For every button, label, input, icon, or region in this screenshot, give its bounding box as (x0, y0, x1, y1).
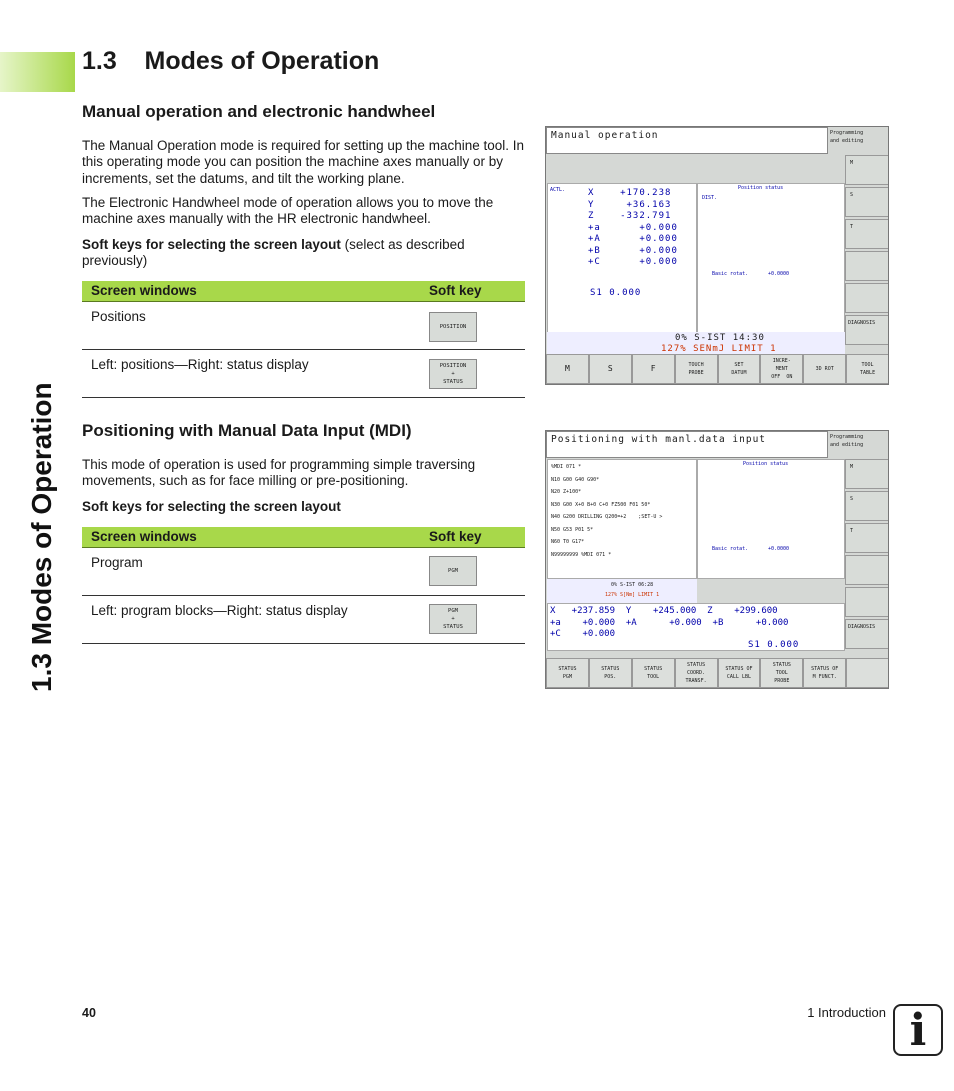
softkey-blank[interactable] (845, 587, 889, 617)
section-title-mdi: Positioning with Manual Data Input (MDI) (82, 421, 412, 440)
softkey-3d-rot[interactable]: 3D ROT (803, 354, 846, 384)
softkey-m[interactable]: M (845, 459, 889, 489)
axis-readout: +C +0.000 (588, 257, 678, 267)
paragraph: This mode of operation is used for programming simple traversing movements, such as for face milling or pre-positioning. (82, 457, 476, 489)
softkey-s[interactable]: S (845, 187, 889, 217)
table-cell: Positions (82, 301, 420, 349)
softkey-table (82, 281, 525, 398)
basic-rotation-value: +0.0000 (768, 271, 790, 277)
softkey-t[interactable]: T (845, 523, 889, 553)
softkey-status-tool[interactable]: STATUS TOOL (632, 658, 675, 688)
softkey-status-tool-probe[interactable]: STATUS TOOL PROBE (760, 658, 803, 688)
axis-readout: X +237.859 Y +245.000 Z +299.600 (550, 606, 778, 616)
side-tab: 1.3 Modes of Operation (26, 382, 57, 692)
softkey-f[interactable]: F (632, 354, 675, 384)
table-cell: Program (82, 547, 420, 595)
softkey-image: POSITION + STATUS (429, 359, 477, 389)
screenshot-manual-operation (545, 126, 889, 385)
softkey-diagnosis[interactable]: DIAGNOSIS (845, 315, 889, 345)
feed-bar (547, 579, 697, 603)
program-line: N30 G00 X+0 B+0 C+0 FZ500 F01 50* (551, 501, 651, 508)
status-pane (697, 183, 845, 355)
column-header: Soft key (420, 527, 525, 547)
horizontal-softkeys (546, 354, 889, 384)
actl-label: ACTL. (550, 187, 566, 193)
page-number: 40 (82, 1006, 96, 1020)
column-header: Soft key (420, 281, 525, 301)
column-header: Screen windows (82, 281, 420, 301)
program-line: %MDI 071 * (551, 464, 582, 470)
softkey-image: PGM + STATUS (429, 604, 477, 634)
dist-label: DIST. (702, 195, 718, 201)
axis-readout: Z -332.791 (588, 211, 672, 221)
softkey-touch-probe[interactable]: TOUCH PROBE (675, 354, 718, 384)
paragraph: The Manual Operation mode is required for setting up the machine tool. In this operating mode you can position the machine axes manually or by increments, set the datums, and tilt the working plane. (82, 138, 524, 186)
feed-readout: 0% S-IST 06:28 (611, 582, 654, 588)
mode-label: Programming and editing (828, 127, 889, 154)
table-cell: Left: positions—Right: status display (82, 349, 420, 397)
softkey-status-pos[interactable]: STATUS POS. (589, 658, 632, 688)
limit-readout: 127% SENmJ LIMIT 1 (661, 344, 777, 354)
softkey-set-datum[interactable]: SET DATUM (718, 354, 761, 384)
softkey-s[interactable]: S (589, 354, 632, 384)
paragraph: Soft keys for selecting the screen layout (select as described previously) (82, 237, 465, 269)
vertical-softkeys (845, 155, 889, 347)
basic-rotation-value: +0.0000 (768, 546, 790, 552)
mode-label: Programming and editing (828, 431, 889, 458)
softkey-status-pgm[interactable]: STATUS PGM (546, 658, 589, 688)
feed-readout: 0% S-IST 14:30 (675, 333, 765, 343)
softkey-blank[interactable] (846, 658, 889, 688)
status-title: Position status (743, 461, 789, 467)
vertical-softkeys (845, 459, 889, 651)
softkey-image: POSITION (429, 312, 477, 342)
axis-readout: +a +0.000 +A +0.000 +B +0.000 (550, 617, 789, 628)
paragraph: Soft keys for selecting the screen layout (82, 499, 341, 514)
softkey-diagnosis[interactable]: DIAGNOSIS (845, 619, 889, 649)
position-pane (547, 603, 845, 651)
axis-readout: +a +0.000 (588, 222, 678, 233)
axis-readout: Y +36.163 (588, 199, 672, 210)
axis-readout: +A +0.000 (588, 234, 678, 244)
table-cell: Left: program blocks—Right: status display (82, 595, 420, 643)
axis-readout: X +170.238 (588, 188, 672, 198)
program-line: N60 T0 G17* (551, 539, 585, 545)
screen-title: Positioning with manl.data input (546, 431, 828, 458)
program-pane (547, 459, 697, 579)
paragraph: The Electronic Handwheel mode of operation allows you to move the machine axes manually with the HR electronic handwheel. (82, 195, 494, 227)
program-line: N99999999 %MDI 071 * (551, 551, 612, 558)
page-title: 1.3 Modes of Operation (82, 47, 380, 75)
softkey-status-m-funct[interactable]: STATUS OF M FUNCT. (803, 658, 846, 688)
softkey-increment[interactable]: INCRE- MENT OFF ON (760, 354, 803, 384)
softkey-s[interactable]: S (845, 491, 889, 521)
position-pane (547, 183, 697, 355)
basic-rotation-label: Basic rotat. (712, 546, 749, 552)
limit-readout: 127% S[Nm] LIMIT 1 (605, 592, 660, 598)
status-pane (697, 459, 845, 579)
program-line: N10 G00 G40 G90* (551, 476, 600, 483)
screen-title: Manual operation (546, 127, 828, 154)
spindle-readout: S1 0.000 (748, 640, 800, 650)
softkey-m[interactable]: M (546, 354, 589, 384)
axis-readout: +B +0.000 (588, 245, 678, 256)
status-title: Position status (738, 185, 784, 191)
program-line: N40 G200 DRILLING Q200=+2 ;SET-U > (551, 514, 663, 520)
softkey-status-coord[interactable]: STATUS COORD. TRANSF. (675, 658, 718, 688)
softkey-tool-table[interactable]: TOOL TABLE (846, 354, 889, 384)
basic-rotation-label: Basic rotat. (712, 271, 749, 277)
horizontal-softkeys (546, 658, 889, 688)
softkey-m[interactable]: M (845, 155, 889, 185)
feed-bar (547, 332, 845, 356)
info-icon: i (893, 1004, 943, 1056)
program-line: N50 G53 P01 5* (551, 526, 594, 533)
spindle-readout: S1 0.000 (590, 288, 642, 298)
softkey-image: PGM (429, 556, 477, 586)
softkey-status-call-lbl[interactable]: STATUS OF CALL LBL (718, 658, 761, 688)
softkey-blank[interactable] (845, 251, 889, 281)
softkey-t[interactable]: T (845, 219, 889, 249)
column-header: Screen windows (82, 527, 420, 547)
softkey-blank[interactable] (845, 555, 889, 585)
screenshot-mdi (545, 430, 889, 689)
softkey-table (82, 527, 525, 644)
chapter-label: 1 Introduction (807, 1005, 886, 1020)
softkey-blank[interactable] (845, 283, 889, 313)
section-title-manual: Manual operation and electronic handwheel (82, 102, 436, 121)
axis-readout: +C +0.000 (550, 629, 616, 639)
program-line: N20 Z+100* (551, 489, 582, 495)
